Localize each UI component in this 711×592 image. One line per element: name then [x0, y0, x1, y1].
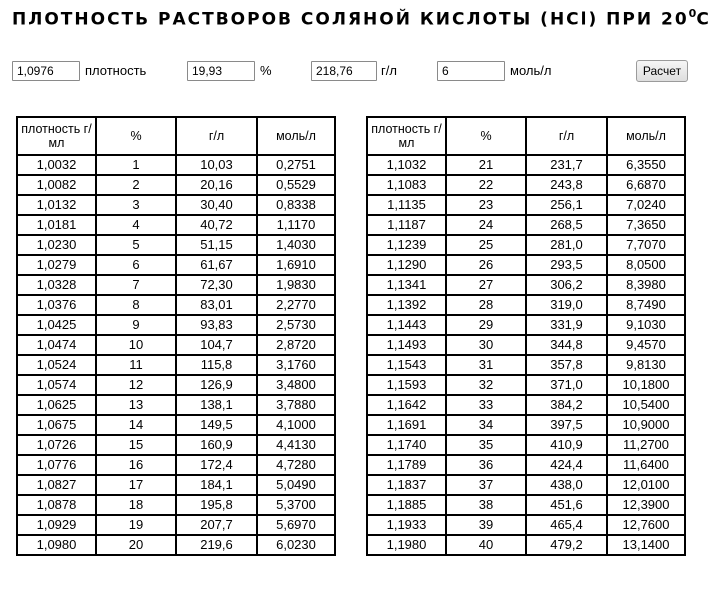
- cell-mol: 4,4130: [257, 435, 335, 455]
- cell-percent: 36: [446, 455, 526, 475]
- header-density: плотность г/мл: [367, 117, 446, 155]
- cell-density: 1,1392: [367, 295, 446, 315]
- cell-density: 1,0675: [17, 415, 96, 435]
- cell-gl: 451,6: [526, 495, 607, 515]
- calculate-button[interactable]: Расчет: [636, 60, 688, 82]
- cell-gl: 104,7: [176, 335, 257, 355]
- cell-percent: 23: [446, 195, 526, 215]
- cell-percent: 27: [446, 275, 526, 295]
- cell-percent: 22: [446, 175, 526, 195]
- table-row: [367, 395, 685, 415]
- page-title: [12, 8, 711, 30]
- cell-percent: 5: [96, 235, 176, 255]
- cell-mol: 5,3700: [257, 495, 335, 515]
- cell-density: 1,0878: [17, 495, 96, 515]
- cell-density: 1,1885: [367, 495, 446, 515]
- table-row: [367, 155, 685, 175]
- table-row: [367, 495, 685, 515]
- mol-label: моль/л: [510, 63, 552, 78]
- cell-percent: 17: [96, 475, 176, 495]
- cell-gl: 138,1: [176, 395, 257, 415]
- cell-density: 1,1239: [367, 235, 446, 255]
- table-row: [367, 535, 685, 555]
- cell-mol: 5,6970: [257, 515, 335, 535]
- table-row: [367, 435, 685, 455]
- cell-mol: 4,1000: [257, 415, 335, 435]
- cell-mol: 10,1800: [607, 375, 685, 395]
- cell-density: 1,1083: [367, 175, 446, 195]
- cell-mol: 8,3980: [607, 275, 685, 295]
- cell-mol: 6,0230: [257, 535, 335, 555]
- cell-percent: 7: [96, 275, 176, 295]
- cell-density: 1,1980: [367, 535, 446, 555]
- cell-gl: 72,30: [176, 275, 257, 295]
- density-table-left: [16, 116, 336, 556]
- cell-mol: 6,6870: [607, 175, 685, 195]
- cell-gl: 306,2: [526, 275, 607, 295]
- cell-gl: 384,2: [526, 395, 607, 415]
- degree-superscript: 0: [688, 7, 697, 20]
- cell-mol: 2,2770: [257, 295, 335, 315]
- cell-percent: 25: [446, 235, 526, 255]
- cell-percent: 18: [96, 495, 176, 515]
- cell-density: 1,0726: [17, 435, 96, 455]
- cell-gl: 479,2: [526, 535, 607, 555]
- cell-percent: 28: [446, 295, 526, 315]
- cell-density: 1,0376: [17, 295, 96, 315]
- cell-density: 1,1032: [367, 155, 446, 175]
- cell-density: 1,1691: [367, 415, 446, 435]
- cell-gl: 438,0: [526, 475, 607, 495]
- table-row: [17, 195, 335, 215]
- cell-mol: 1,1170: [257, 215, 335, 235]
- table-row: [367, 455, 685, 475]
- cell-gl: 115,8: [176, 355, 257, 375]
- mol-input[interactable]: [437, 61, 505, 81]
- cell-density: 1,0524: [17, 355, 96, 375]
- table-row: [17, 255, 335, 275]
- cell-percent: 14: [96, 415, 176, 435]
- cell-mol: 9,8130: [607, 355, 685, 375]
- cell-density: 1,1493: [367, 335, 446, 355]
- cell-gl: 30,40: [176, 195, 257, 215]
- cell-percent: 8: [96, 295, 176, 315]
- cell-mol: 11,2700: [607, 435, 685, 455]
- table-row: [367, 375, 685, 395]
- cell-gl: 344,8: [526, 335, 607, 355]
- table-header-row: [17, 117, 335, 155]
- table-row: [17, 335, 335, 355]
- cell-density: 1,0574: [17, 375, 96, 395]
- cell-percent: 39: [446, 515, 526, 535]
- cell-density: 1,0625: [17, 395, 96, 415]
- cell-mol: 7,0240: [607, 195, 685, 215]
- cell-percent: 3: [96, 195, 176, 215]
- table-row: [17, 535, 335, 555]
- cell-gl: 371,0: [526, 375, 607, 395]
- cell-percent: 10: [96, 335, 176, 355]
- table-row: [17, 495, 335, 515]
- cell-mol: 5,0490: [257, 475, 335, 495]
- header-density: плотность г/мл: [17, 117, 96, 155]
- cell-gl: 465,4: [526, 515, 607, 535]
- cell-percent: 19: [96, 515, 176, 535]
- cell-percent: 6: [96, 255, 176, 275]
- cell-density: 1,0279: [17, 255, 96, 275]
- percent-input[interactable]: [187, 61, 255, 81]
- cell-gl: 357,8: [526, 355, 607, 375]
- header-mol: моль/л: [607, 117, 685, 155]
- cell-gl: 149,5: [176, 415, 257, 435]
- table-row: [17, 235, 335, 255]
- cell-percent: 31: [446, 355, 526, 375]
- cell-mol: 7,3650: [607, 215, 685, 235]
- cell-density: 1,1187: [367, 215, 446, 235]
- cell-mol: 0,5529: [257, 175, 335, 195]
- cell-gl: 243,8: [526, 175, 607, 195]
- cell-density: 1,0230: [17, 235, 96, 255]
- cell-mol: 10,9000: [607, 415, 685, 435]
- cell-percent: 12: [96, 375, 176, 395]
- cell-gl: 319,0: [526, 295, 607, 315]
- cell-percent: 20: [96, 535, 176, 555]
- table-row: [367, 315, 685, 335]
- cell-density: 1,0082: [17, 175, 96, 195]
- table-row: [367, 355, 685, 375]
- cell-gl: 410,9: [526, 435, 607, 455]
- table-row: [17, 415, 335, 435]
- table-row: [17, 215, 335, 235]
- cell-percent: 4: [96, 215, 176, 235]
- header-gl: г/л: [526, 117, 607, 155]
- cell-percent: 13: [96, 395, 176, 415]
- cell-percent: 26: [446, 255, 526, 275]
- cell-gl: 281,0: [526, 235, 607, 255]
- cell-percent: 40: [446, 535, 526, 555]
- gl-label: г/л: [381, 63, 397, 78]
- density-input[interactable]: [12, 61, 80, 81]
- cell-mol: 9,4570: [607, 335, 685, 355]
- table-row: [17, 295, 335, 315]
- cell-gl: 83,01: [176, 295, 257, 315]
- cell-gl: 172,4: [176, 455, 257, 475]
- cell-density: 1,0929: [17, 515, 96, 535]
- cell-density: 1,1837: [367, 475, 446, 495]
- cell-gl: 20,16: [176, 175, 257, 195]
- cell-percent: 9: [96, 315, 176, 335]
- cell-density: 1,0980: [17, 535, 96, 555]
- cell-mol: 3,1760: [257, 355, 335, 375]
- table-row: [17, 315, 335, 335]
- gl-input[interactable]: [311, 61, 377, 81]
- cell-mol: 2,8720: [257, 335, 335, 355]
- cell-percent: 37: [446, 475, 526, 495]
- cell-gl: 40,72: [176, 215, 257, 235]
- cell-percent: 2: [96, 175, 176, 195]
- cell-gl: 184,1: [176, 475, 257, 495]
- cell-gl: 51,15: [176, 235, 257, 255]
- cell-gl: 256,1: [526, 195, 607, 215]
- table-row: [367, 175, 685, 195]
- cell-gl: 424,4: [526, 455, 607, 475]
- cell-gl: 126,9: [176, 375, 257, 395]
- cell-density: 1,1341: [367, 275, 446, 295]
- cell-mol: 1,4030: [257, 235, 335, 255]
- table-row: [367, 235, 685, 255]
- table-row: [17, 435, 335, 455]
- cell-mol: 0,8338: [257, 195, 335, 215]
- cell-gl: 207,7: [176, 515, 257, 535]
- table-row: [367, 335, 685, 355]
- table-row: [17, 275, 335, 295]
- table-row: [367, 415, 685, 435]
- cell-percent: 16: [96, 455, 176, 475]
- cell-density: 1,1290: [367, 255, 446, 275]
- cell-percent: 30: [446, 335, 526, 355]
- table-row: [17, 395, 335, 415]
- cell-density: 1,0132: [17, 195, 96, 215]
- cell-density: 1,0474: [17, 335, 96, 355]
- cell-percent: 35: [446, 435, 526, 455]
- cell-density: 1,0032: [17, 155, 96, 175]
- table-row: [17, 375, 335, 395]
- cell-gl: 93,83: [176, 315, 257, 335]
- cell-density: 1,0776: [17, 455, 96, 475]
- table-row: [367, 195, 685, 215]
- cell-percent: 24: [446, 215, 526, 235]
- cell-percent: 15: [96, 435, 176, 455]
- cell-percent: 38: [446, 495, 526, 515]
- cell-percent: 21: [446, 155, 526, 175]
- density-label: плотность: [85, 63, 147, 78]
- cell-percent: 33: [446, 395, 526, 415]
- cell-mol: 1,6910: [257, 255, 335, 275]
- cell-mol: 2,5730: [257, 315, 335, 335]
- header-percent: %: [96, 117, 176, 155]
- cell-gl: 10,03: [176, 155, 257, 175]
- cell-mol: 12,0100: [607, 475, 685, 495]
- table-row: [17, 455, 335, 475]
- cell-density: 1,0328: [17, 275, 96, 295]
- cell-percent: 11: [96, 355, 176, 375]
- cell-mol: 13,1400: [607, 535, 685, 555]
- cell-gl: 397,5: [526, 415, 607, 435]
- cell-density: 1,0181: [17, 215, 96, 235]
- cell-gl: 61,67: [176, 255, 257, 275]
- header-mol: моль/л: [257, 117, 335, 155]
- cell-mol: 4,7280: [257, 455, 335, 475]
- table-row: [367, 215, 685, 235]
- header-gl: г/л: [176, 117, 257, 155]
- table-row: [17, 515, 335, 535]
- cell-gl: 219,6: [176, 535, 257, 555]
- table-row: [367, 295, 685, 315]
- cell-gl: 231,7: [526, 155, 607, 175]
- table-row: [17, 175, 335, 195]
- cell-density: 1,1740: [367, 435, 446, 455]
- cell-gl: 195,8: [176, 495, 257, 515]
- page-title-suffix: C: [696, 9, 711, 30]
- cell-mol: 0,2751: [257, 155, 335, 175]
- table-row: [17, 155, 335, 175]
- table-row: [367, 255, 685, 275]
- cell-percent: 34: [446, 415, 526, 435]
- cell-gl: 293,5: [526, 255, 607, 275]
- cell-density: 1,1642: [367, 395, 446, 415]
- cell-gl: 331,9: [526, 315, 607, 335]
- cell-mol: 12,7600: [607, 515, 685, 535]
- cell-percent: 1: [96, 155, 176, 175]
- table-row: [367, 275, 685, 295]
- cell-gl: 268,5: [526, 215, 607, 235]
- cell-density: 1,1789: [367, 455, 446, 475]
- cell-mol: 8,0500: [607, 255, 685, 275]
- cell-mol: 3,4800: [257, 375, 335, 395]
- cell-percent: 32: [446, 375, 526, 395]
- cell-mol: 3,7880: [257, 395, 335, 415]
- table-row: [367, 515, 685, 535]
- cell-density: 1,1443: [367, 315, 446, 335]
- table-row: [17, 355, 335, 375]
- table-row: [367, 475, 685, 495]
- cell-mol: 1,9830: [257, 275, 335, 295]
- cell-density: 1,1135: [367, 195, 446, 215]
- table-header-row: [367, 117, 685, 155]
- density-table-right: [366, 116, 686, 556]
- cell-density: 1,1543: [367, 355, 446, 375]
- table-row: [17, 475, 335, 495]
- cell-mol: 7,7070: [607, 235, 685, 255]
- page-title-text: ПЛОТНОСТЬ РАСТВОРОВ СОЛЯНОЙ КИСЛОТЫ (HCl) ПРИ 20: [12, 9, 689, 30]
- cell-percent: 29: [446, 315, 526, 335]
- cell-mol: 11,6400: [607, 455, 685, 475]
- cell-density: 1,1593: [367, 375, 446, 395]
- cell-mol: 9,1030: [607, 315, 685, 335]
- cell-density: 1,0827: [17, 475, 96, 495]
- cell-mol: 8,7490: [607, 295, 685, 315]
- cell-density: 1,1933: [367, 515, 446, 535]
- header-percent: %: [446, 117, 526, 155]
- percent-label: %: [260, 63, 272, 78]
- cell-gl: 160,9: [176, 435, 257, 455]
- cell-density: 1,0425: [17, 315, 96, 335]
- cell-mol: 6,3550: [607, 155, 685, 175]
- cell-mol: 10,5400: [607, 395, 685, 415]
- cell-mol: 12,3900: [607, 495, 685, 515]
